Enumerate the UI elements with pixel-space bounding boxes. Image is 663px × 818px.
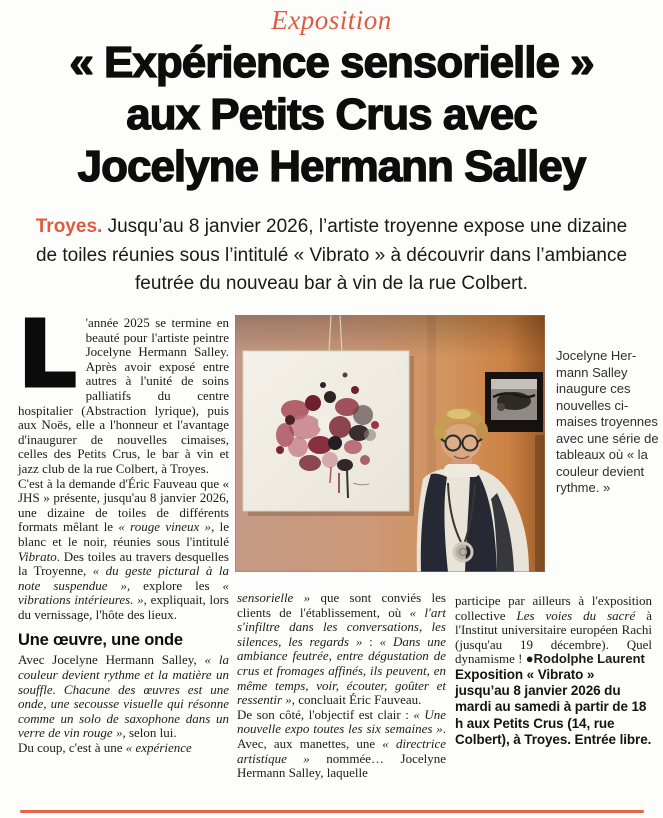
body-column-3	[455, 594, 652, 748]
section-subhead: Une œuvre, une onde	[18, 631, 183, 650]
kicker-wrap	[0, 5, 663, 36]
lede-location: Troyes.	[35, 216, 103, 237]
headline-line-1: « Expérience sensorielle »	[69, 38, 594, 87]
body-column-1	[18, 301, 229, 756]
practical-info: Exposition « Vibrato » jusqu’au 8 janvier 2026 du mardi au samedi à partir de 18 h aux Petits Crus (14, rue Colbert), à Troyes. Entrée libre.	[455, 666, 652, 747]
paragraph: De son côté, l'objectif est clair : « Une nouvelle expo toutes les six semaines ». Avec, aux manettes, une « directrice artistique » nommée… Jocelyne Hermann Salley, laquelle	[237, 706, 446, 781]
article-lede	[26, 213, 637, 299]
headline-line-3: Jocelyne Hermann Salley	[77, 142, 586, 191]
paragraph: Avec Jocelyne Hermann Salley, « la couleur devient rythme et la matière un souffle. Chacune des œuvres est une onde, une secousse visuelle qui résonne comme un solo de saxophone dans un verre de vin rouge », selon lui.	[18, 652, 229, 741]
paragraph-with-byline: participe par ailleurs à l'exposition collective Les voies du sacré à l'Institut universitaire européen Rachi (jusqu'au 19 décembre). Quel dynamisme ! ●Rodolphe Laurent	[455, 593, 652, 667]
lede-text: Jusqu’au 8 janvier 2026, l’artiste troyenne expose une dizaine de toiles réunies sous l’intitulé « Vibrato » à découvrir dans l’ambiance feutrée du nouveau bar à vin de la rue Colbert.	[35, 216, 628, 294]
drop-cap: L	[18, 301, 77, 408]
article-photo	[235, 315, 545, 572]
paragraph-text: 'année 2025 se termine en beauté pour l'artiste peintre Jocelyne Hermann Salley. Après avoir exposé entre autres à l'unité de soins palliatifs du centre hospitalier (Abstraction lyrique), puis aux Noës, elle a l'honneur et l'avantage d'inaugurer de nouvelles cimaises, celles des Petits Crus, le bar à vin et jazz club de la rue Colbert, à Troyes.	[18, 315, 229, 476]
paragraph: C'est à la demande d'Éric Fauveau que « JHS » présente, jusqu'au 8 janvier 2026, une dizaine de toiles de différents formats mêlant le « rouge vineux », le blanc et le noir, réunies sous l'intitulé Vibrato. Des toiles au travers desquelles la Troyenne, « du geste pictural à la note suspendue », explore les « vibrations intérieures. », expliquait, lors du vernissage, l'hôte des lieux.	[18, 475, 229, 622]
small-framed-artwork	[485, 372, 543, 432]
gallery-photo-illustration	[235, 315, 545, 572]
article-headline	[0, 37, 663, 193]
paragraph	[18, 301, 229, 477]
bottom-divider-rule	[20, 810, 644, 813]
headline-line-2: aux Petits Crus avec	[126, 90, 537, 139]
article-kicker: Exposition	[271, 5, 392, 35]
body-column-2	[237, 591, 446, 781]
paragraph: Du coup, c'est à une « expérience	[18, 740, 192, 756]
photo-caption: Jocelyne Hermann Salley inaugure ces nouvelles cimaises troyennes avec une série de tableaux où « la couleur devient rythme. »	[556, 348, 659, 495]
paragraph: sensorielle » que sont conviés les clients de l'établissement, où « l'art s'infiltre dans les conversations, les silences, les regards » : « Dans une ambiance feutrée, entre dégustation de crus et fromages affinés, ils peuvent, en même temps, voir, écouter, goûter et ressentir », concluait Éric Fauveau.	[237, 590, 446, 708]
